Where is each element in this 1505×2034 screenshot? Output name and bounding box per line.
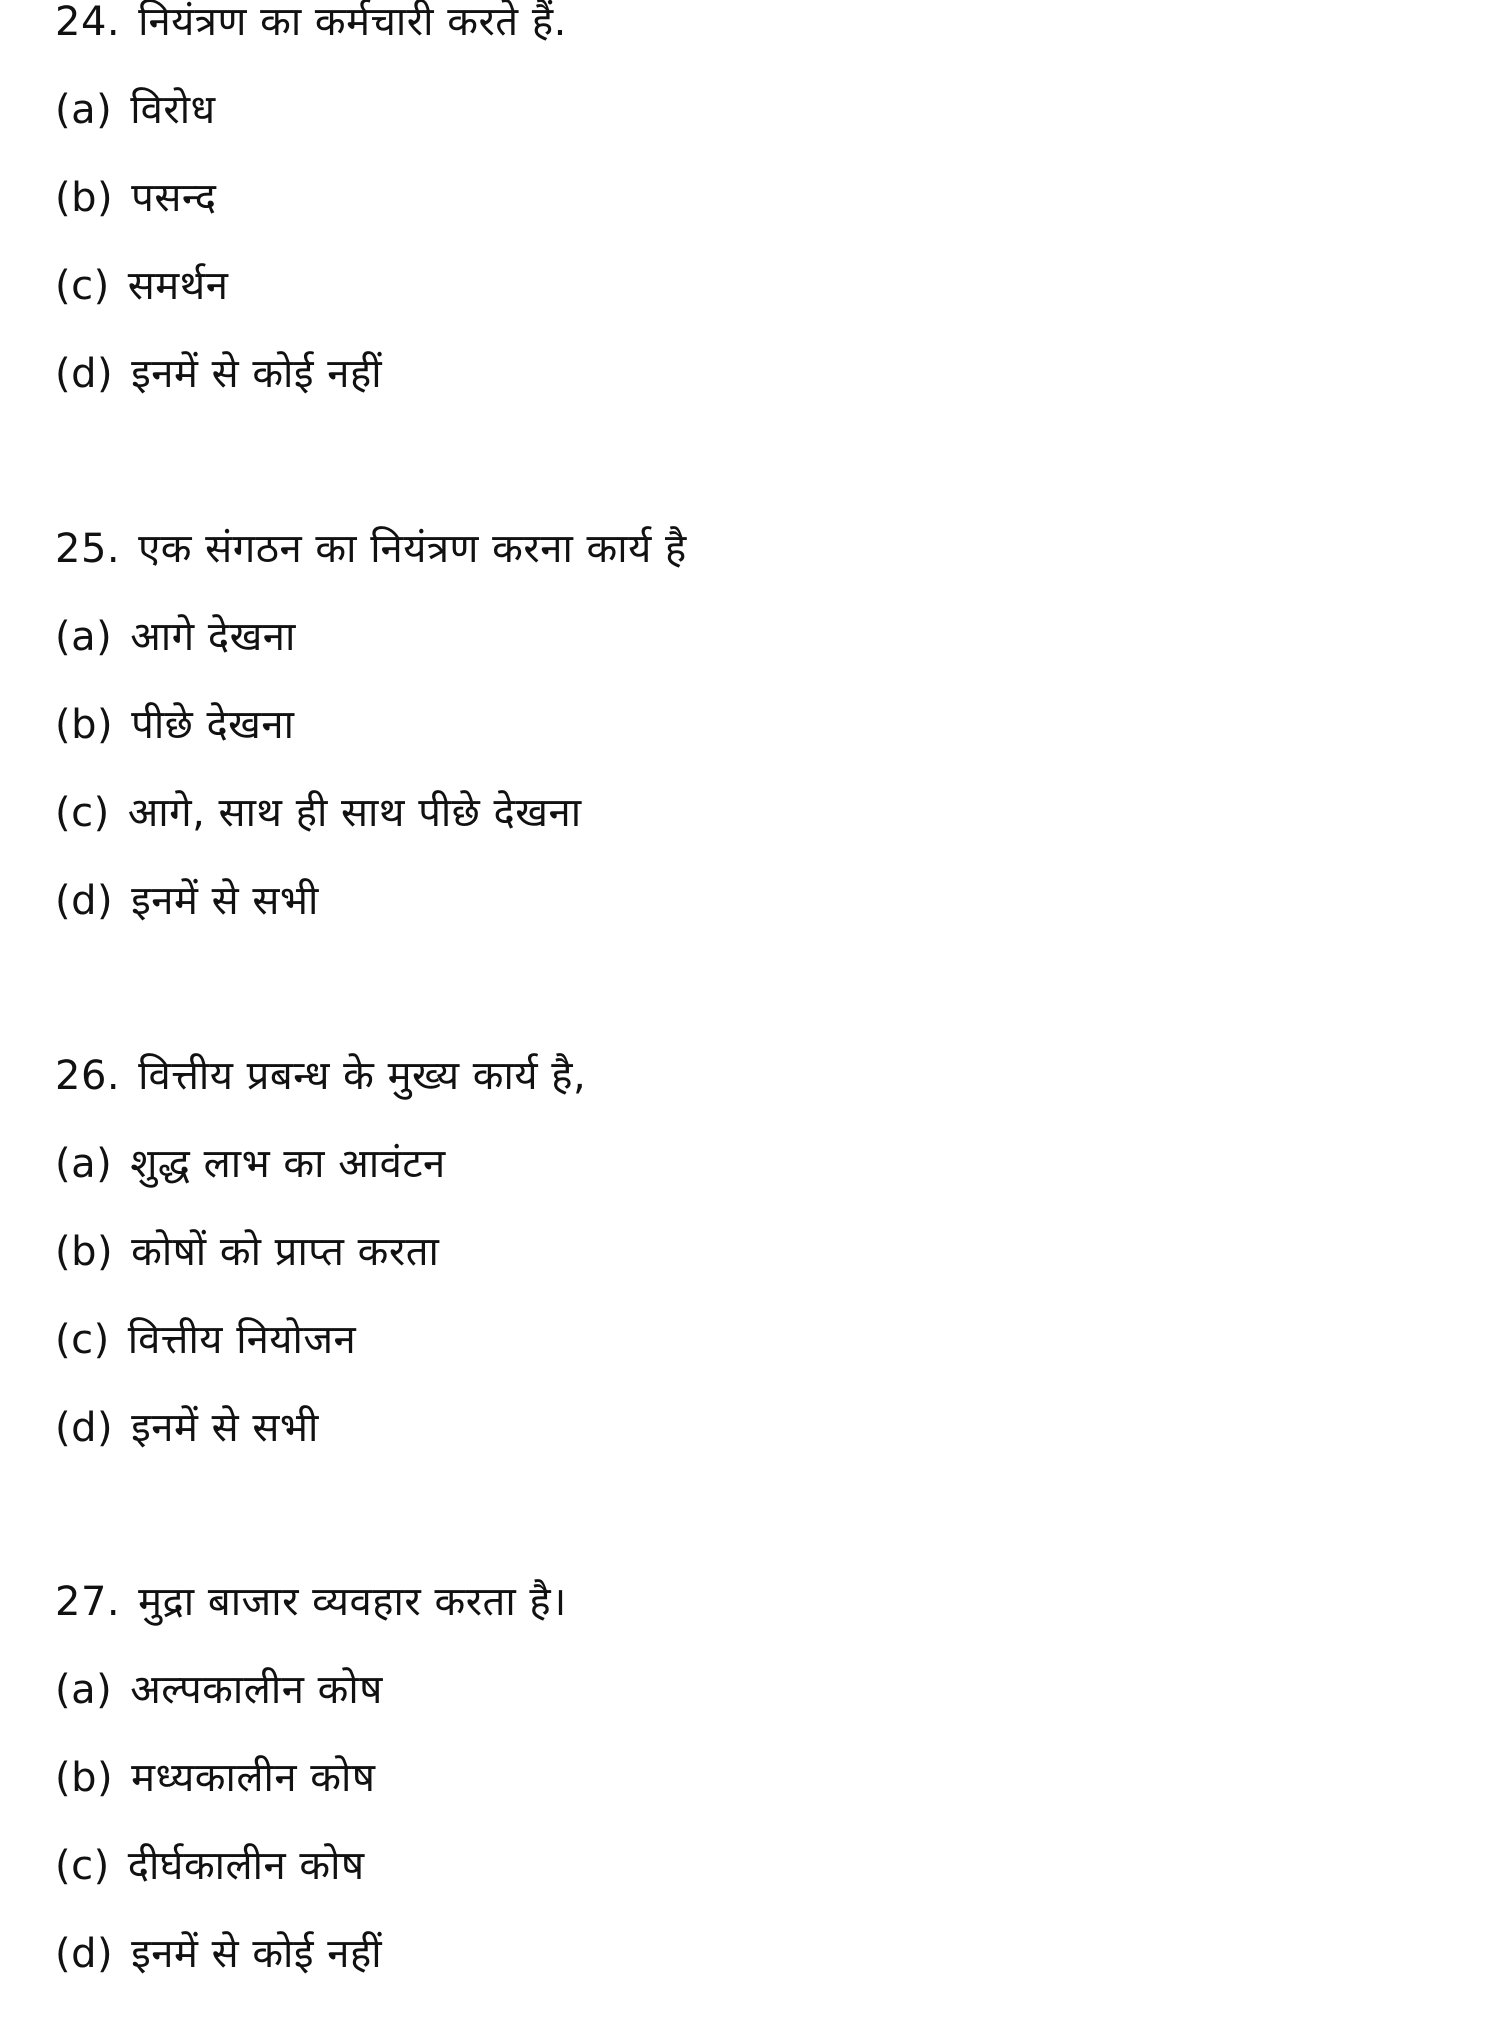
option-label: (c) bbox=[55, 1843, 110, 1889]
option-label: (d) bbox=[55, 1931, 114, 1977]
option-label: (c) bbox=[55, 790, 110, 836]
question-block bbox=[55, 505, 1455, 945]
option-c bbox=[55, 1822, 1455, 1910]
option-text: वित्तीय नियोजन bbox=[127, 1317, 357, 1363]
option-label: (b) bbox=[55, 702, 114, 748]
option-label: (a) bbox=[55, 614, 113, 660]
option-text: इनमें से सभी bbox=[131, 878, 319, 924]
option-d bbox=[55, 1384, 1455, 1472]
option-text: इनमें से कोई नहीं bbox=[131, 1931, 383, 1977]
option-a bbox=[55, 593, 1455, 681]
option-b bbox=[55, 681, 1455, 769]
option-label: (a) bbox=[55, 1141, 113, 1187]
question-line bbox=[55, 1032, 1455, 1120]
option-d bbox=[55, 1910, 1455, 1998]
option-label: (d) bbox=[55, 1405, 114, 1451]
option-b bbox=[55, 154, 1455, 242]
option-text: शुद्ध लाभ का आवंटन bbox=[130, 1141, 446, 1187]
option-b bbox=[55, 1734, 1455, 1822]
option-text: समर्थन bbox=[127, 263, 229, 309]
option-c bbox=[55, 769, 1455, 857]
option-label: (b) bbox=[55, 1229, 114, 1275]
option-label: (d) bbox=[55, 351, 114, 397]
question-block bbox=[55, 1032, 1455, 1472]
option-a bbox=[55, 1120, 1455, 1208]
option-text: दीर्घकालीन कोष bbox=[127, 1843, 365, 1889]
option-b bbox=[55, 1208, 1455, 1296]
option-label: (c) bbox=[55, 1317, 110, 1363]
option-text: आगे देखना bbox=[130, 614, 296, 660]
option-text: अल्पकालीन कोष bbox=[130, 1667, 383, 1713]
option-c bbox=[55, 1296, 1455, 1384]
question-number: 24. bbox=[55, 0, 121, 45]
option-d bbox=[55, 857, 1455, 945]
option-label: (b) bbox=[55, 175, 114, 221]
question-text: एक संगठन का नियंत्रण करना कार्य है bbox=[138, 526, 687, 572]
option-label: (c) bbox=[55, 263, 110, 309]
question-text: मुद्रा बाजार व्यवहार करता है। bbox=[138, 1579, 567, 1625]
option-text: विरोध bbox=[130, 87, 216, 133]
option-a bbox=[55, 66, 1455, 154]
question-text: नियंत्रण का कर्मचारी करते हैं. bbox=[138, 0, 567, 45]
option-c bbox=[55, 242, 1455, 330]
question-block bbox=[55, 1558, 1455, 1998]
option-text: इनमें से सभी bbox=[131, 1405, 319, 1451]
question-line bbox=[55, 505, 1455, 593]
question-number: 25. bbox=[55, 526, 121, 572]
option-label: (d) bbox=[55, 878, 114, 924]
option-text: आगे, साथ ही साथ पीछे देखना bbox=[127, 790, 582, 836]
option-text: पसन्द bbox=[131, 175, 217, 221]
option-text: इनमें से कोई नहीं bbox=[131, 351, 383, 397]
question-block bbox=[55, 0, 1455, 418]
option-label: (b) bbox=[55, 1755, 114, 1801]
option-text: मध्यकालीन कोष bbox=[131, 1755, 376, 1801]
question-line bbox=[55, 1558, 1455, 1646]
option-label: (a) bbox=[55, 1667, 113, 1713]
question-line bbox=[55, 0, 1455, 66]
question-text: वित्तीय प्रबन्ध के मुख्य कार्य है, bbox=[138, 1053, 587, 1099]
option-text: कोषों को प्राप्त करता bbox=[131, 1229, 440, 1275]
question-number: 27. bbox=[55, 1579, 121, 1625]
option-d bbox=[55, 330, 1455, 418]
question-number: 26. bbox=[55, 1053, 121, 1099]
option-a bbox=[55, 1646, 1455, 1734]
option-text: पीछे देखना bbox=[131, 702, 295, 748]
option-label: (a) bbox=[55, 87, 113, 133]
